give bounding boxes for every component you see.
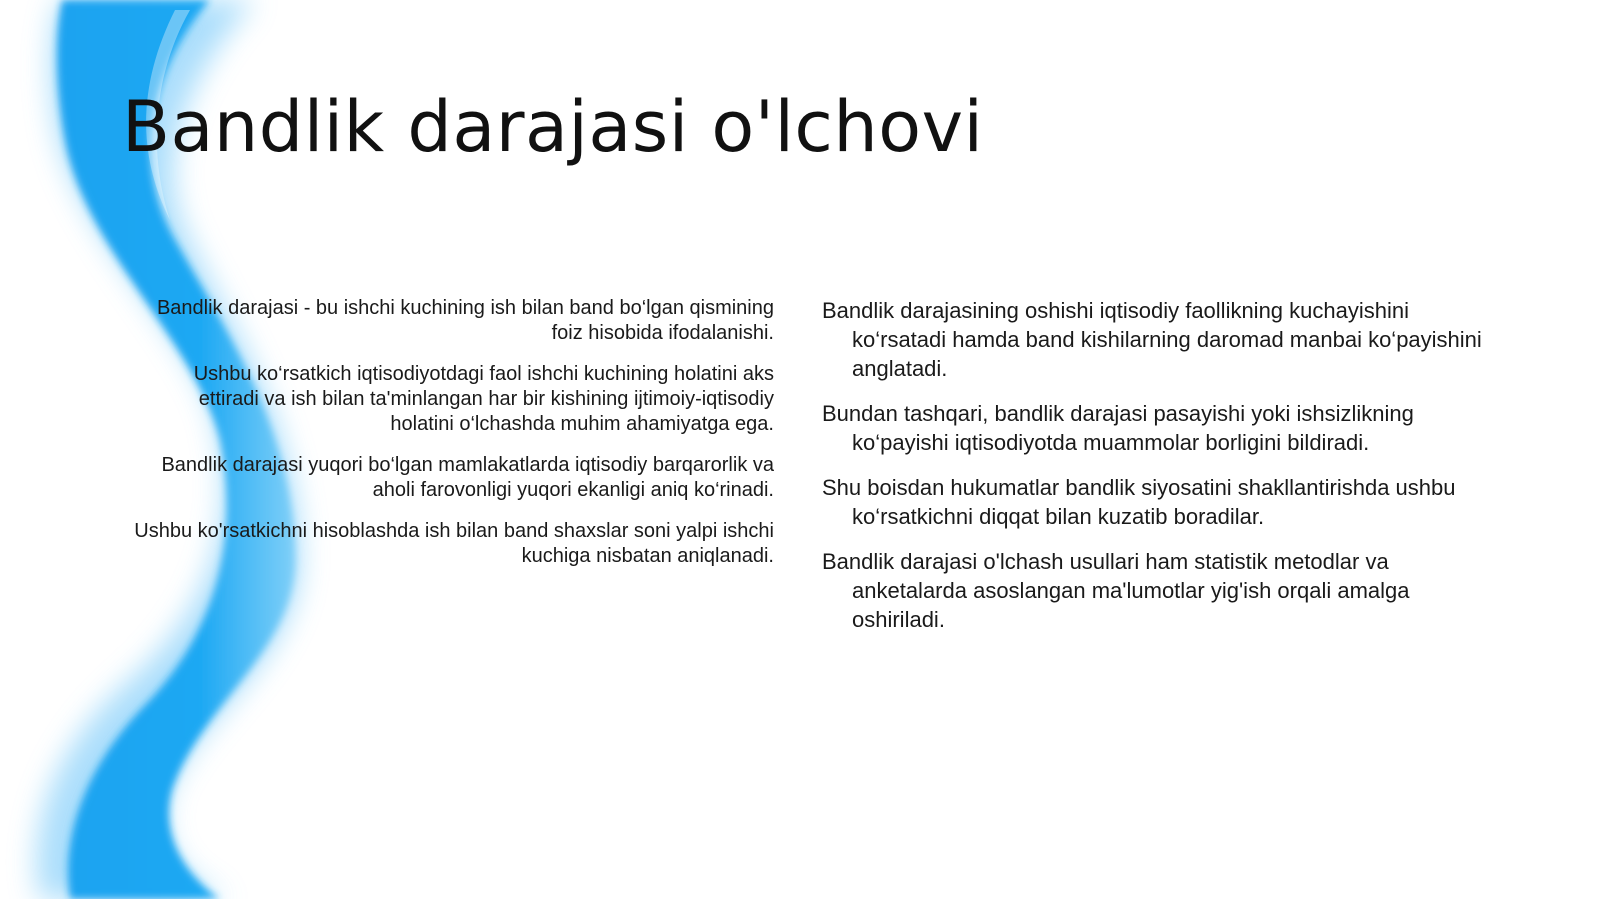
slide-title: Bandlik darajasi o'lchovi bbox=[122, 86, 984, 168]
right-text-column bbox=[822, 296, 1482, 650]
left-paragraph: Bandlik darajasi yuqori bo‘lgan mamlakatlarda iqtisodiy barqarorlik va aholi farovonligi yuqori ekanligi aniq ko‘rinadi. bbox=[161, 454, 774, 501]
right-paragraph: Bundan tashqari, bandlik darajasi pasayishi yoki ishsizlikning ko‘payishi iqtisodiyotda muammolar borligini bildiradi. bbox=[822, 401, 1414, 455]
left-paragraph: Ushbu ko‘rsatkich iqtisodiyotdagi faol ishchi kuchining holatini aks ettiradi va ish bilan ta'minlangan har bir kishining ijtimoiy-iqtisodiy holatini o‘lchashda muhim ahamiyatga ega. bbox=[193, 363, 774, 435]
left-text-column bbox=[130, 296, 774, 585]
right-paragraph: Shu boisdan hukumatlar bandlik siyosatini shakllantirishda ushbu ko‘rsatkichni diqqat bilan kuzatib boradilar. bbox=[822, 475, 1456, 529]
right-paragraph: Bandlik darajasining oshishi iqtisodiy faollikning kuchayishini ko‘rsatadi hamda band kishilarning daromad manbai ko‘payishini anglatadi. bbox=[822, 298, 1482, 381]
left-paragraph: Ushbu ko'rsatkichni hisoblashda ish bilan band shaxslar soni yalpi ishchi kuchiga nisbatan aniqlanadi. bbox=[134, 520, 774, 567]
right-paragraph: Bandlik darajasi o'lchash usullari ham statistik metodlar va anketalarda asoslangan ma'lumotlar yig'ish orqali amalga oshiriladi. bbox=[822, 549, 1410, 632]
left-paragraph: Bandlik darajasi - bu ishchi kuchining ish bilan band bo‘lgan qismining foiz hisobida ifodalanishi. bbox=[156, 297, 774, 344]
